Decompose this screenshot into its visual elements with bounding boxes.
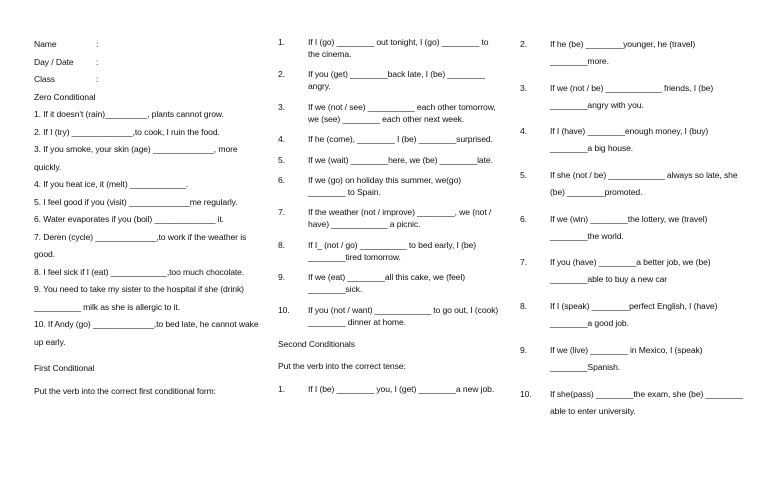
exercise-item: 8. I feel sick if I (eat) ____________,too much chocolate. <box>34 266 245 277</box>
item-text: If we (go) on holiday this summer, we(go) ________ to Spain. <box>308 174 462 197</box>
column-right <box>520 36 748 429</box>
exercise-item <box>520 167 748 201</box>
item-number: 10. <box>278 304 290 315</box>
exercise-item <box>278 206 500 230</box>
item-text: If we (eat) ________all this cake, we (feel) ________sick. <box>308 272 466 295</box>
item-text: If we (not / see) __________ each other tomorrow, we (see) ________ each other next week. <box>308 101 496 124</box>
exercise-item <box>278 68 500 92</box>
exercise-item: 3. If you smoke, your skin (age) _____________, more quickly. <box>34 144 238 172</box>
item-number: 3. <box>278 101 285 112</box>
exercise-item: 7. Deren (cycle) _____________,to work if the weather is good. <box>34 231 247 259</box>
section-instruction: Put the verb into the correct first conditional form: <box>34 385 216 396</box>
exercise-item: 10. If Andy (go) _____________,to bed late, he cannot wake up early. <box>34 319 259 347</box>
item-text: If I (go) ________ out tonight, I (go) ________ to the cinema. <box>308 37 489 59</box>
item-text: If you (have) ________a better job, we (be) ________able to buy a new car <box>550 257 711 285</box>
item-text: If we (wait) ________here, we (be) ________late. <box>308 154 493 165</box>
item-text: If I (be) ________ you, I (get) ________a new job. <box>308 383 495 394</box>
field-label: Name <box>34 39 57 49</box>
item-text: If we (win) ________the lottery, we (travel) ________the world. <box>550 213 708 241</box>
item-text: If she(pass) ________the exam, she (be) ________ able to enter university. <box>550 388 743 416</box>
exercise-item: 1. If it doesn't (rain)_________, plants cannot grow. <box>34 109 224 119</box>
item-number: 8. <box>278 239 285 250</box>
exercise-item <box>278 271 500 295</box>
item-number: 2. <box>520 39 527 49</box>
field-colon: : <box>96 74 99 84</box>
field-label: Class <box>34 74 55 84</box>
item-number: 4. <box>520 126 527 137</box>
exercise-item <box>278 239 500 263</box>
item-text: If I (speak) ________perfect English, I (have) ________a good job. <box>550 301 718 329</box>
exercise-item <box>278 174 500 198</box>
item-number: 5. <box>520 170 527 181</box>
item-number: 4. <box>278 134 285 145</box>
exercise-item <box>520 298 748 332</box>
exercise-item <box>520 254 748 288</box>
exercise-item: 4. If you heat ice, it (melt) ____________. <box>34 179 189 189</box>
item-text: If he (come), ________ I (be) ________surprised. <box>308 134 493 145</box>
item-number: 9. <box>520 344 527 355</box>
exercise-item <box>520 36 748 70</box>
exercise-item: 2. If I (try) _____________,to cook, I ruin the food. <box>34 126 220 137</box>
name-field <box>34 36 259 54</box>
section-title-zero-conditional: Zero Conditional <box>34 91 96 102</box>
section-title-first-conditional: First Conditional <box>34 363 95 373</box>
exercise-item <box>520 80 748 114</box>
item-number: 5. <box>278 154 285 165</box>
item-number: 1. <box>278 383 285 394</box>
class-field <box>34 71 259 89</box>
item-text: If we (not / be) ____________ friends, I (be) ________angry with you. <box>550 82 714 110</box>
date-field <box>34 54 259 72</box>
item-text: If I (have) ________enough money, I (buy) ________a big house. <box>550 126 709 154</box>
item-text: If the weather (not / improve) ________, we (not / have) ____________ a picnic. <box>308 207 492 230</box>
exercise-item: 9. You need to take my sister to the hospital if she (drink) __________ milk as she is allergic to it. <box>34 284 244 312</box>
item-number: 6. <box>520 213 527 224</box>
exercise-item <box>520 211 748 245</box>
field-colon: : <box>96 39 99 49</box>
field-label: Day / Date <box>34 56 74 67</box>
item-text: If she (not / be) ____________ always so late, she (be) ________promoted. <box>550 170 738 198</box>
column-middle <box>278 36 500 406</box>
item-number: 7. <box>278 207 285 218</box>
item-text: If you (get) ________back late, I (be) ________ angry. <box>308 69 485 92</box>
exercise-item <box>278 381 500 398</box>
section-title-second-conditionals: Second Conditionals <box>278 338 355 349</box>
item-text: If you (not / want) ____________ to go out, I (cook) ________ dinner at home. <box>308 304 499 327</box>
exercise-item <box>278 154 500 166</box>
exercise-item <box>520 386 748 420</box>
item-number: 6. <box>278 174 285 185</box>
item-number: 1. <box>278 37 285 47</box>
section-instruction: Put the verb into the correct tense: <box>278 361 406 372</box>
exercise-item <box>520 123 748 157</box>
item-text: If we (live) ________ in Mexico, I (speak) ________Spanish. <box>550 344 703 372</box>
item-number: 7. <box>520 257 527 268</box>
exercise-item <box>278 36 500 60</box>
exercise-item <box>278 304 500 328</box>
exercise-item <box>278 101 500 125</box>
item-text: If he (be) ________younger, he (travel) ________more. <box>550 39 696 66</box>
item-text: If I_ (not / go) __________ to bed early, I (be) ________tired tomorrow. <box>308 239 476 262</box>
column-left <box>34 36 259 400</box>
item-number: 8. <box>520 301 527 312</box>
item-number: 10. <box>520 388 532 399</box>
exercise-item <box>520 342 748 376</box>
exercise-item: 5. I feel good if you (visit) _____________me regularly. <box>34 196 238 207</box>
item-number: 9. <box>278 272 285 283</box>
exercise-item: 6. Water evaporates if you (boil) _____________ it. <box>34 214 224 224</box>
field-colon: : <box>96 56 99 67</box>
exercise-item <box>278 133 500 145</box>
item-number: 2. <box>278 69 285 80</box>
item-number: 3. <box>520 82 527 93</box>
